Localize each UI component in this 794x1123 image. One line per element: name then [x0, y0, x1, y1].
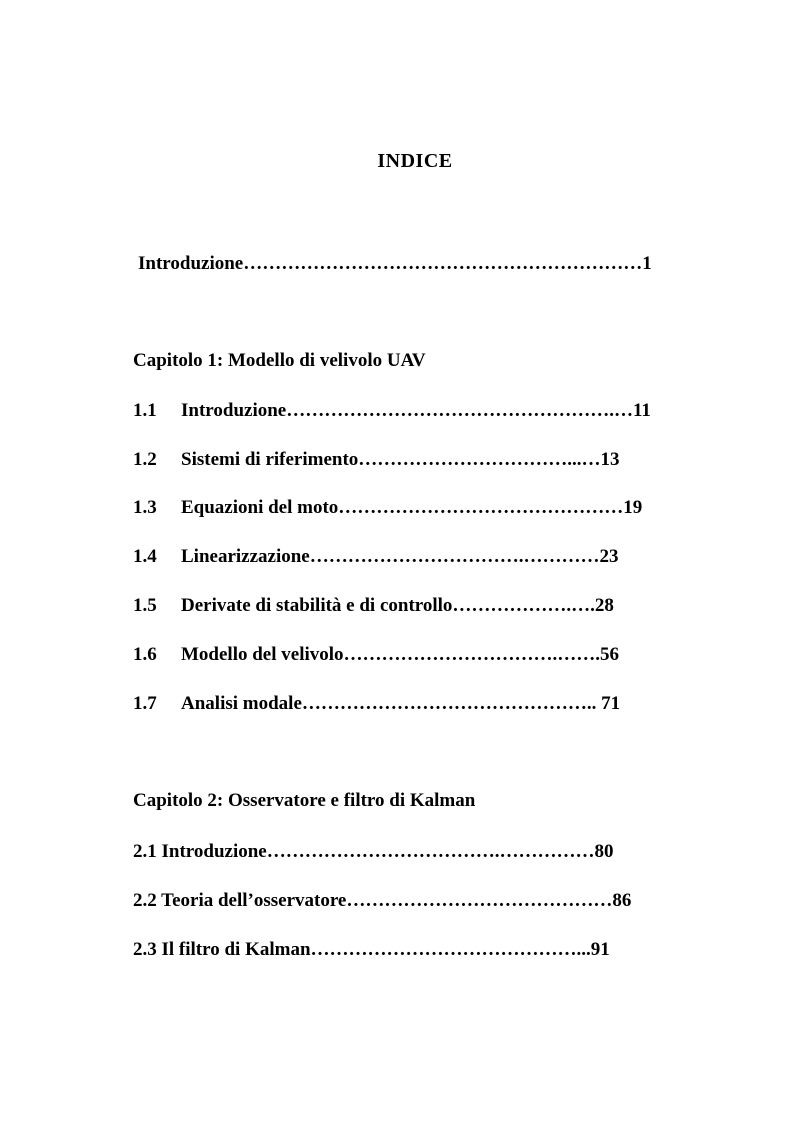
entry-text: Linearizzazione…………………………….…………23 — [181, 546, 619, 567]
entry-number: 1.1 — [133, 400, 157, 421]
entry-text: Equazioni del moto………………………………………19 — [181, 497, 643, 518]
toc-entry — [133, 594, 614, 618]
entry-number: 1.5 — [133, 595, 157, 616]
entry-text: Sistemi di riferimento……………………………...…13 — [181, 449, 620, 470]
toc-entry — [133, 496, 642, 520]
entry-number: 1.3 — [133, 497, 157, 518]
entry-text: Modello del velivolo…………………………….…….56 — [181, 644, 620, 665]
toc-entry: 2.2 Teoria dell’osservatore……………………………………86 — [133, 890, 632, 911]
entry-number: 1.4 — [133, 546, 157, 567]
toc-entry: 2.1 Introduzione……………………………….……………80 — [133, 841, 614, 862]
chapter-2-title: Capitolo 2: Osservatore e filtro di Kalman — [133, 790, 476, 811]
entry-number: 1.7 — [133, 693, 157, 714]
entry-text: Analisi modale……………………………………….. 71 — [181, 693, 621, 714]
toc-entry: 2.3 Il filtro di Kalman……………………………………...91 — [133, 939, 610, 960]
entry-number: 1.6 — [133, 644, 157, 665]
toc-entry — [133, 545, 619, 569]
page-title: INDICE — [377, 150, 453, 172]
toc-entry — [133, 448, 620, 472]
chapter-1-title: Capitolo 1: Modello di velivolo UAV — [133, 350, 426, 371]
toc-entry-introduzione: Introduzione………………………………………………………1 — [138, 253, 652, 274]
entry-text: Introduzione…………………………………………….…11 — [181, 400, 651, 421]
toc-entry — [133, 692, 620, 716]
toc-entry — [133, 399, 651, 423]
entry-text: Derivate di stabilità e di controllo……………….….28 — [181, 595, 614, 616]
toc-entry — [133, 643, 619, 667]
entry-number: 1.2 — [133, 449, 157, 470]
